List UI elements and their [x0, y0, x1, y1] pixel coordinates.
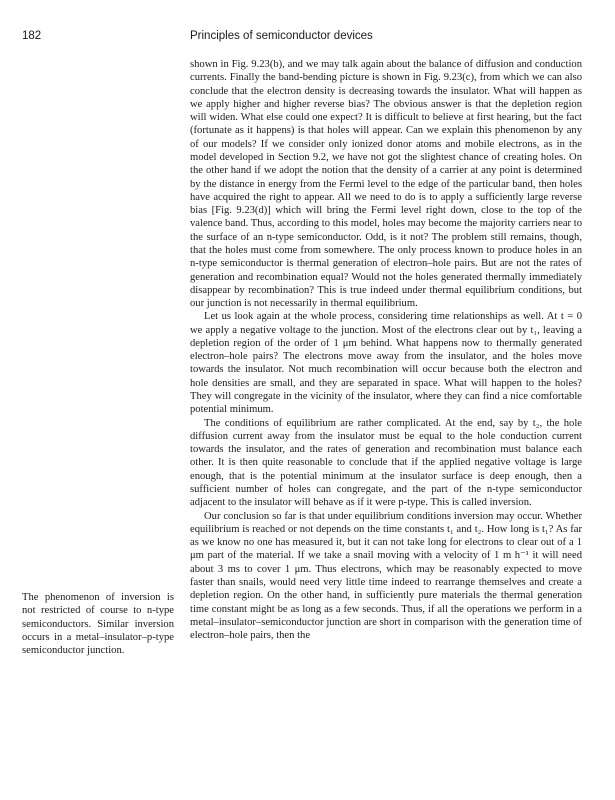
paragraph: shown in Fig. 9.23(b), and we may talk again about the balance of diffusion and conduction currents. Finally the band-bending picture is shown in Fig. 9.23(c), from which we can also conclude that the electron density is decreasing towards the insulator. What will happen as we apply higher and higher reverse bias? The obvious answer is that the depletion region will widen. What else could one expect? It is difficult to believe at first hearing, but the fact (fortunate as it happens) is that holes will appear. Can we explain this phenomenon by any of our models? If we consider only ionized donor atoms and mobile electrons, as in the model developed in Section 9.2, we have not got the slightest chance of creating holes. On the other hand if we adopt the notion that the density of a carrier at any point is determined by the distance in energy from the Fermi level to the edge of the particular band, then holes have acquired the right to appear. All we need to do is to apply a sufficiently large reverse bias [Fig. 9.23(d)] which will bring the Fermi level right down, close to the top of the valence band. Thus, according to this model, holes may become the majority carriers near to the surface of an n-type semiconductor. Odd, is it not? The problem still remains, though, that the holes must come from somewhere. The only process known to produce holes in an n-type semiconductor is thermal generation of electron–hole pairs. But are not the rates of generation and recombination equal? Would not the holes generated thermally immediately disappear by recombination? This is true indeed under thermal equilibrium conditions, but our junction is not necessarily in thermal equilibrium.	[190, 59, 582, 310]
paragraph: The conditions of equilibrium are rather complicated. At the end, say by t₂, the hole diffusion current away from the insulator must be equal to the hole conduction current towards the insulator, and the rates of generation and recombination must balance each other. It is then quite reasonable to conclude that if the applied negative voltage is large enough, that is the potential minimum at the insulator surface is deep enough, then a sufficient number of holes can congregate, and the part of the n-type semiconductor adjacent to the insulator will behave as if it were p-type. This is called inversion.	[190, 417, 582, 509]
margin-note	[22, 591, 174, 657]
margin-note-text: The phenomenon of inversion is not restricted of course to n-type semiconductors. Similar inversion occurs in a metal–insulator–p-type semiconductor junction.	[22, 592, 174, 657]
page-number: 182	[22, 30, 42, 42]
main-text-column	[190, 58, 582, 642]
paragraph: Our conclusion so far is that under equilibrium conditions inversion may occur. Whether equilibrium is reached or not depends on the time constants t₁ and t₂. How long is t₁? As far as we know no one has measured it, but it can not take long for electrons to clear out of a 1 μm part of the material. If we take a snail moving with a velocity of 1 m h⁻¹ it will need about 3 ms to cover 1 μm. Thus electrons, which may be reasonably expected to move faster than snails, would need very little time indeed to rearrange themselves and create a depletion region. On the other hand, in sufficiently pure materials the thermal generation time constant might be as long as a few seconds. Thus, if all the operations we perform in a metal–insulator–semiconductor junction are short in comparison with the generation time of electron–hole pairs, then the	[190, 510, 582, 642]
page-header	[0, 30, 615, 46]
paragraph: Let us look again at the whole process, considering time relationships as well. At t = 0 we apply a negative voltage to the junction. Most of the electrons clear out by t₁, leaving a depletion region of the order of 1 μm behind. What happens now to thermally generated electron–hole pairs? The electrons move away from the insulator, and the holes move towards the insulator. Not much recombination will occur because both the electron and hole densities are small, and they are separated in space. What will happen to the holes? They will congregate in the vicinity of the insulator, where they can find a nice comfortable potential minimum.	[190, 311, 582, 416]
running-title: Principles of semiconductor devices	[190, 30, 373, 42]
